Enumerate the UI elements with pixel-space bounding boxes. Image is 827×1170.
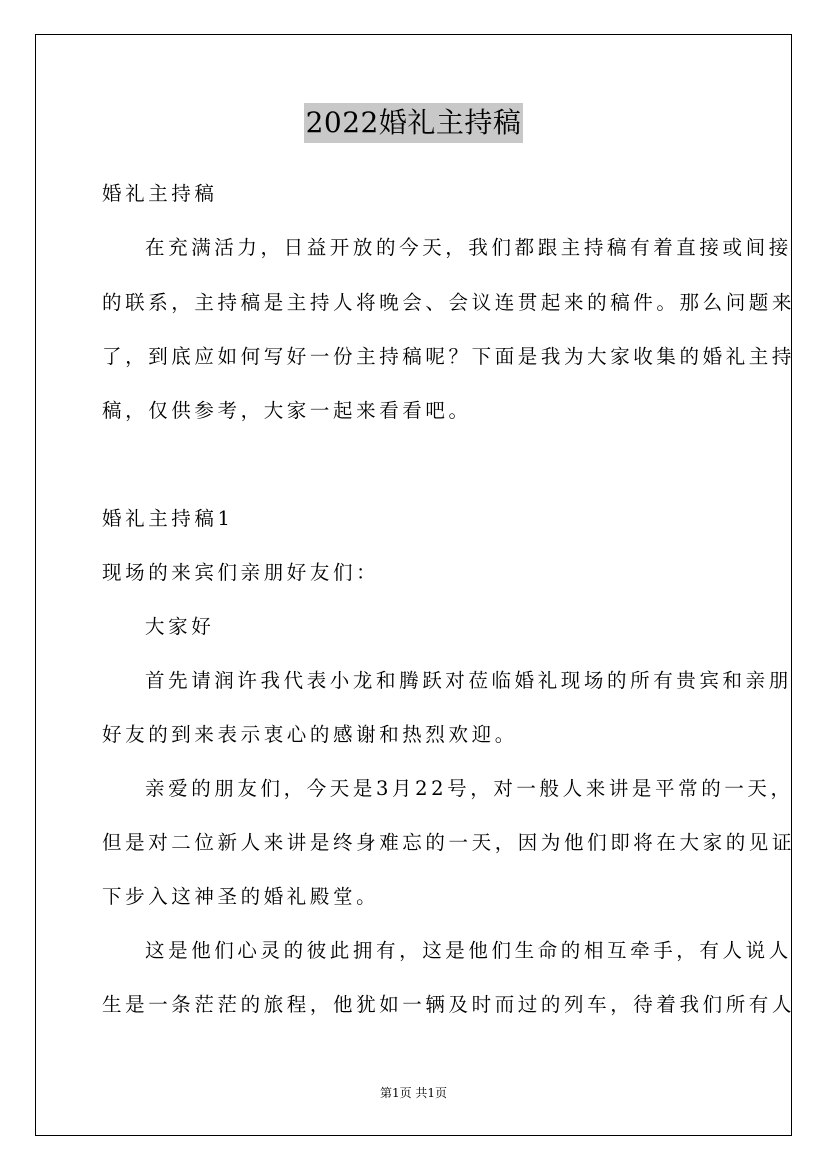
text-line: 生是一条茫茫的旅程，他犹如一辆及时而过的列车，待着我们所有人 bbox=[102, 993, 796, 1016]
text-line: 在充满活力，日益开放的今天，我们都跟主持稿有着直接或间接 bbox=[145, 236, 792, 259]
document-title: 2022婚礼主持稿 bbox=[304, 103, 524, 143]
title-container bbox=[0, 103, 827, 143]
text-line: 大家好 bbox=[145, 615, 215, 638]
text-line: 下步入这神圣的婚礼殿堂。 bbox=[102, 885, 380, 908]
text-line: 的联系，主持稿是主持人将晚会、会议连贯起来的稿件。那么问题来 bbox=[102, 291, 796, 314]
section-heading: 婚礼主持稿1 bbox=[102, 507, 234, 530]
text-line: 婚礼主持稿 bbox=[102, 182, 218, 205]
text-line: 稿，仅供参考，大家一起来看看吧。 bbox=[102, 399, 472, 422]
page-footer: 第1页 共1页 bbox=[379, 1086, 448, 1100]
text-line: 了，到底应如何写好一份主持稿呢？下面是我为大家收集的婚礼主持 bbox=[102, 345, 796, 368]
text-line: 首先请润许我代表小龙和腾跃对莅临婚礼现场的所有贵宾和亲朋 bbox=[145, 669, 792, 692]
text-line: 亲爱的朋友们，今天是3月22号，对一般人来讲是平常的一天， bbox=[145, 777, 794, 800]
text-line: 好友的到来表示衷心的感谢和热烈欢迎。 bbox=[102, 723, 518, 746]
text-line: 现场的来宾们亲朋好友们： bbox=[102, 561, 380, 584]
text-line: 这是他们心灵的彼此拥有，这是他们生命的相互牵手，有人说人 bbox=[145, 939, 792, 962]
text-line: 但是对二位新人来讲是终身难忘的一天，因为他们即将在大家的见证 bbox=[102, 831, 796, 854]
